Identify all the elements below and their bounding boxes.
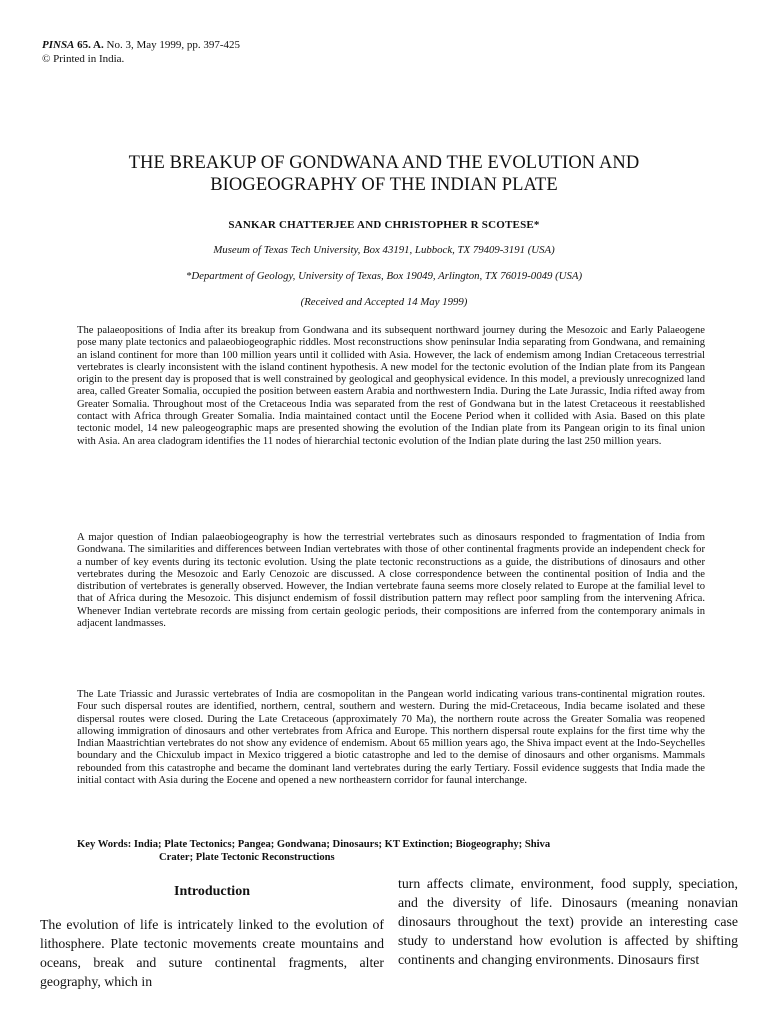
authors: SANKAR CHATTERJEE AND CHRISTOPHER R SCOTESE*	[228, 219, 540, 231]
keywords-list-2: Crater; Plate Tectonic Reconstructions	[159, 852, 335, 863]
abstract-text-3: The Late Triassic and Jurassic vertebrates of India are cosmopolitan in the Pangean world indicating various trans-continental migration routes. Four such dispersal routes are identified, northern, central, southern and western. During the mid-Cretaceous, India became isolated and these dispersal routes were closed. During the Late Cretaceous (approximately 70 Ma), the northern route across the Greater Somalia was reopened allowing immigration of dinosaurs and other vertebrates from Africa and Europe. This northern dispersal route explains for the first time why the Indian Maastrichtian vertebrates do not show any evidence of endemism. About 65 million years ago, the Shiva impact event at the Indo-Seychelles boundary and the Chicxulub impact in Mexico triggered a biotic catastrophe and led to the demise of dinosaurs and other organisms. Mammals rebounded from this catastrophe and became the dominant land vertebrates during the early Tertiary. Fossil evidence suggests that India made the initial contact with Asia during the Eocene and opened a new northeastern corridor for faunal interchange.	[77, 689, 705, 787]
journal-issue-pages: No. 3, May 1999, pp. 397-425	[106, 39, 241, 51]
abstract-text-2: A major question of Indian palaeobiogeography is how the terrestrial vertebrates such as dinosaurs responded to fragmentation of India from Gondwana. The similarities and differences between Indian vertebrates with those of other continental fragments provide an independent check for a number of key events during its tectonic evolution. Using the plate tectonic reconstructions as a guide, the distributions of dinosaurs and other vertebrates during the Mesozoic and Early Cenozoic are discussed. A close correspondence between the continental position of India and the distribution of vertebrates is generally observed. However, the Indian vertebrate fauna seems more closely related to Europe at the familial level to that of Africa during the Mesozoic. This disjunct endemism of fossil distribution pattern may reflect poor sampling from the intervening Africa. Whenever Indian vertebrate records are missing from certain geologic periods, their compositions are inferred from the contemporary animals in adjacent landmasses.	[77, 532, 705, 630]
keywords-list-1: India; Plate Tectonics; Pangea; Gondwana; Dinosaurs; KT Extinction; Biogeography; Shiva	[133, 839, 551, 850]
introduction-text-left: The evolution of life is intricately linked to the evolution of lithosphere. Plate tectonic movements create mountains and oceans, break and suture continental fragments, alter geography, which in	[40, 917, 384, 989]
affiliation-1: Museum of Texas Tech University, Box 43191, Lubbock, TX 79409-3191 (USA)	[213, 244, 555, 256]
introduction-text-right: turn affects climate, environment, food supply, speciation, and the diversity of life. Dinosaurs (meaning nonavian dinosaurs throughout the text) provide an interesting case study to understand how evolution is affected by shifting continents and changing environments. Dinosaurs first	[398, 876, 738, 967]
body-column-right	[398, 874, 738, 969]
abstract-paragraph-3	[77, 689, 705, 787]
affiliation-2: *Department of Geology, University of Texas, Box 19049, Arlington, TX 76019-0049 (USA)	[185, 270, 583, 282]
abstract-paragraph-1	[77, 325, 705, 448]
keywords-line-1	[77, 838, 705, 851]
journal-volume: 65. A.	[77, 39, 104, 51]
keywords	[77, 838, 705, 864]
received-date: (Received and Accepted 14 May 1999)	[300, 296, 468, 308]
abstract-text-1: The palaeopositions of India after its breakup from Gondwana and its subsequent northward journey during the Mesozoic and Early Palaeogene pose many plate tectonics and palaeobiogeographic riddles. Most reconstructions show peninsular India separating from Gondwana, and remaining an island continent for more than 100 million years until it collided with Asia. However, the lack of endemism among Indian Cretaceous terrestrial vertebrates is clearly inconsistent with the island continent hypothesis. A new model for the tectonic evolution of the Indian plate from its Pangean origin to the present day is proposed that is well constrained by geological and geophysical evidence. In this model, a previously unrecognized land area, called Greater Somalia, occupied the position between eastern Arabia and northwestern India. During the Late Jurassic, India rifted away from Greater Somalia. Throughout most of the Cretaceous India was separated from the rest of Gondwana but in the latest Cretaceous it reestablished contact with Africa through Greater Somalia. India maintained contact until the Eocene Period when it collided with Asia. Based on this plate tectonic model, 14 new paleogeographic maps are presented showing the evolution of the Indian plate from its Pangean origin to its final union with Asia. An area cladogram identifies the 11 nodes of hierarchial tectonic evolution of the Indian plate during the last 250 million years.	[77, 325, 705, 447]
body-column-left	[40, 882, 384, 991]
citation-line	[42, 38, 240, 52]
keywords-label: Key Words:	[77, 839, 132, 850]
title-line-2: BIOGEOGRAPHY OF THE INDIAN PLATE	[210, 175, 558, 195]
abstract-paragraph-2	[77, 532, 705, 630]
title-line-1: THE BREAKUP OF GONDWANA AND THE EVOLUTION AND	[128, 153, 640, 173]
printed-in-notice: © Printed in India.	[42, 53, 125, 65]
section-heading-introduction: Introduction	[174, 884, 250, 899]
journal-name: PINSA	[42, 39, 75, 51]
journal-citation	[42, 38, 240, 66]
paper-title	[40, 152, 728, 196]
